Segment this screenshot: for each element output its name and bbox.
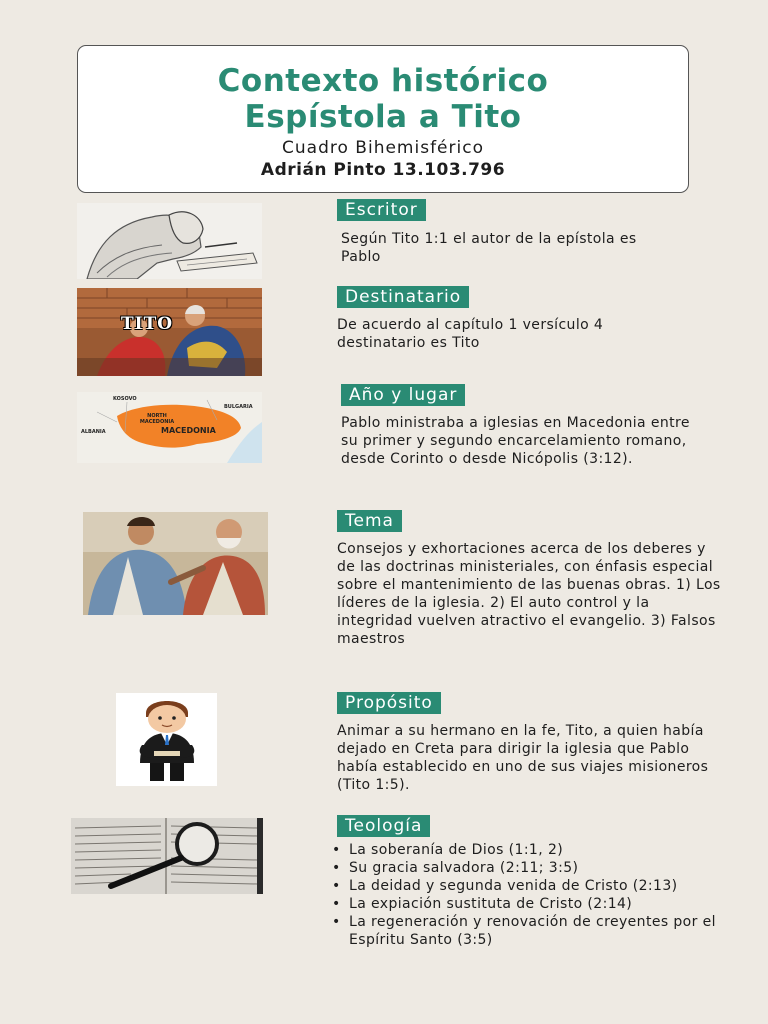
page-subtitle: Cuadro Bihemisférico bbox=[282, 138, 484, 158]
teologia-list bbox=[330, 841, 728, 949]
titus-caption: TITO bbox=[121, 314, 174, 334]
text-escritor: Según Tito 1:1 el autor de la epístola es Pablo bbox=[341, 231, 637, 265]
title-card bbox=[77, 45, 689, 193]
text-destinatario: De acuerdo al capítulo 1 versículo 4 destinatario es Tito bbox=[337, 317, 604, 351]
map-label-macedonia: MACEDONIA bbox=[161, 426, 216, 435]
map-label-albania: ALBANIA bbox=[81, 429, 106, 435]
page-title-line-2: Espístola a Tito bbox=[244, 99, 522, 135]
list-item: • Su gracia salvadora (2:11; 3:5) bbox=[330, 859, 728, 877]
heading-tema: Tema bbox=[337, 510, 402, 532]
list-item: • La soberanía de Dios (1:1, 2) bbox=[330, 841, 728, 859]
writer-sketch-image bbox=[77, 203, 262, 279]
text-ano-lugar: Pablo ministraba a iglesias en Macedonia entre su primer y segundo encarcelamiento romano, desde Corinto o desde Nicópolis (3:12). bbox=[341, 415, 690, 467]
list-item: • La expiación sustituta de Cristo (2:14) bbox=[330, 895, 728, 913]
heading-escritor: Escritor bbox=[337, 199, 426, 221]
heading-proposito: Propósito bbox=[337, 692, 441, 714]
heading-teologia: Teología bbox=[337, 815, 430, 837]
heading-ano-lugar: Año y lugar bbox=[341, 384, 465, 406]
text-proposito: Animar a su hermano en la fe, Tito, a quien había dejado en Creta para dirigir la iglesia que Pablo había establecido en uno de sus viajes misioneros (Tito 1:5). bbox=[337, 723, 709, 793]
macedonia-map-image bbox=[77, 392, 262, 463]
list-item: • La regeneración y renovación de creyentes por el Espíritu Santo (3:5) bbox=[330, 913, 728, 949]
bible-magnifier-image bbox=[71, 818, 263, 894]
map-label-north-macedonia: NORTH MACEDONIA bbox=[139, 413, 175, 425]
map-label-bulgaria: BULGARIA bbox=[224, 404, 253, 410]
apostles-painting-image bbox=[83, 512, 268, 615]
author-line: Adrián Pinto 13.103.796 bbox=[260, 160, 506, 180]
page-title-line-1: Contexto histórico bbox=[217, 63, 549, 99]
heading-destinatario: Destinatario bbox=[337, 286, 469, 308]
text-tema: Consejos y exhortaciones acerca de los deberes y de las doctrinas ministeriales, con énfasis especial sobre el mantenimiento de las buenas obras. 1) Los líderes de la iglesia. 2) El auto control y la integridad vuelven atractivo el evangelio. 3) Falsos maestros bbox=[337, 541, 721, 647]
list-item: • La deidad y segunda venida de Cristo (2:13) bbox=[330, 877, 728, 895]
businessman-figure-image bbox=[116, 693, 217, 786]
map-label-kosovo: KOSOVO bbox=[113, 396, 137, 402]
titus-painting-image bbox=[77, 288, 262, 376]
